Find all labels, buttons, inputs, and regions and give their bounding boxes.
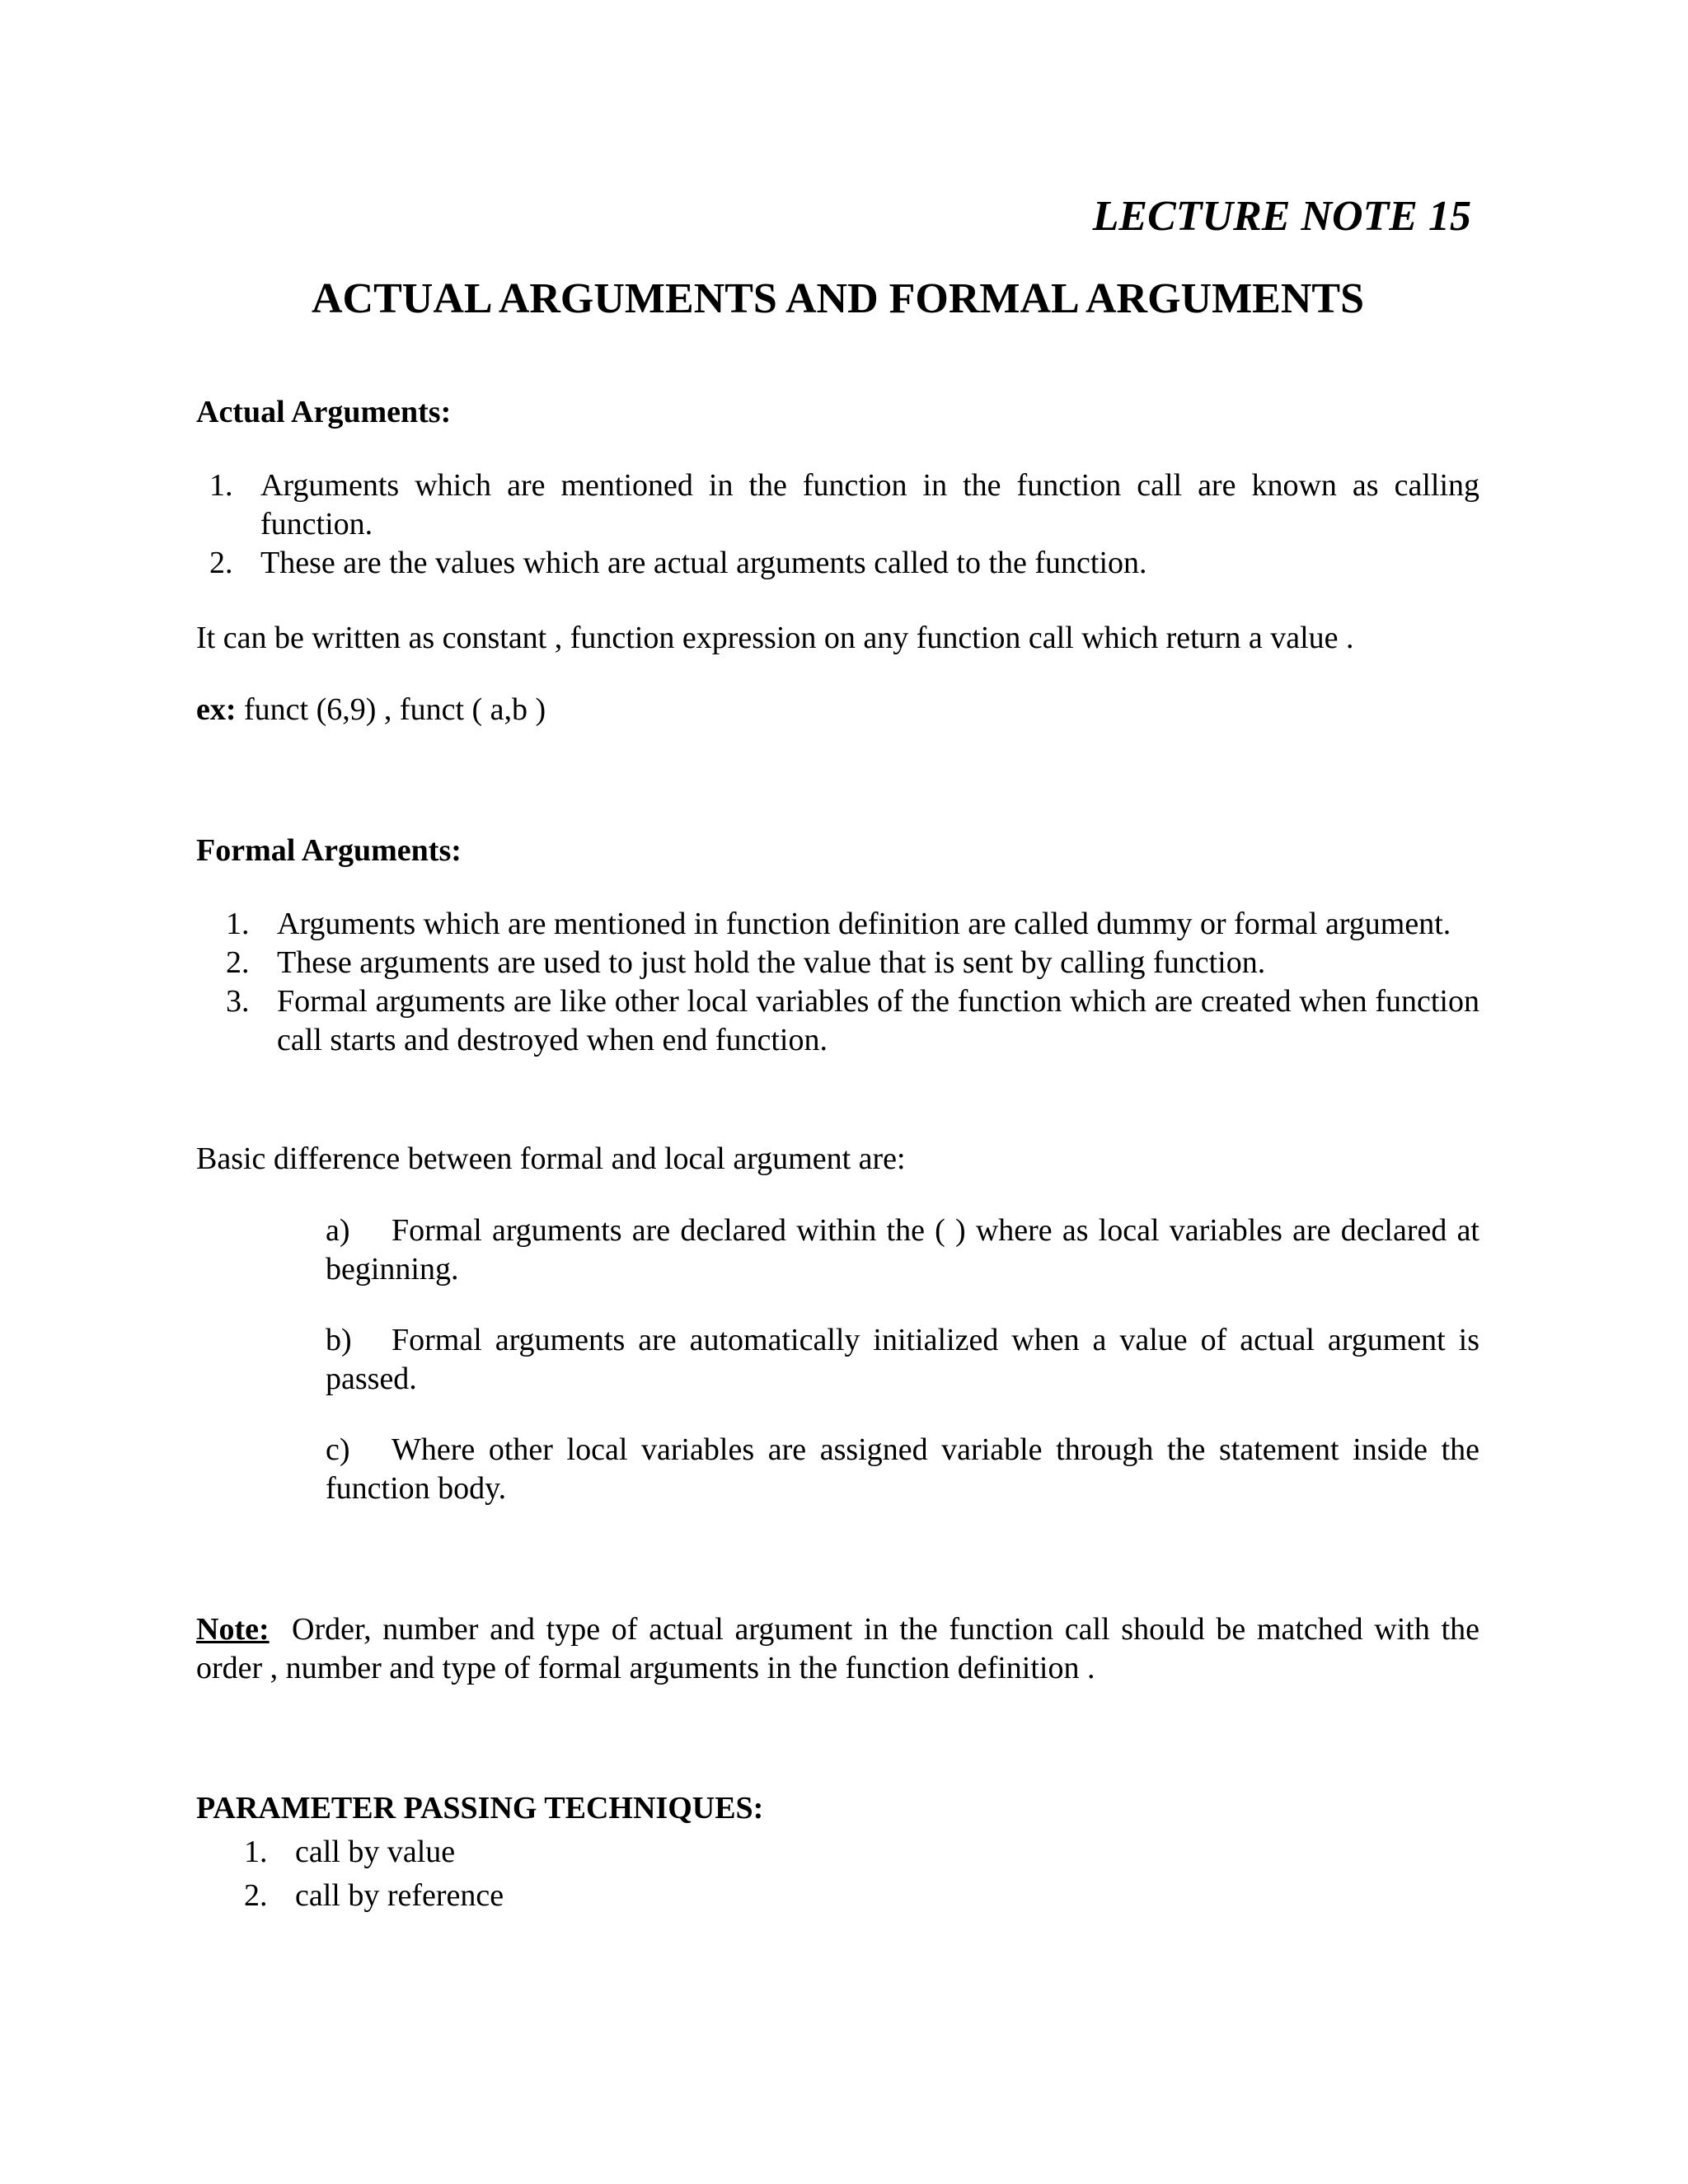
list-item-number: 2.: [244, 1878, 268, 1913]
list-item: [226, 905, 1479, 944]
difference-intro: Basic difference between formal and local argument are:: [196, 1141, 906, 1176]
difference-item: [326, 1431, 1479, 1508]
note-paragraph: [196, 1610, 1488, 1688]
list-item-number: 2.: [226, 945, 250, 980]
list-item-text: These arguments are used to just hold the value that is sent by calling function.: [277, 945, 1266, 980]
difference-item-letter: a): [326, 1213, 350, 1248]
list-item-text: These are the values which are actual arguments called to the function.: [260, 546, 1147, 580]
list-item-number: 1.: [244, 1835, 268, 1869]
document-title: ACTUAL ARGUMENTS AND FORMAL ARGUMENTS: [311, 275, 1365, 322]
list-item-text: call by value: [295, 1835, 456, 1869]
formal-arguments-heading: Formal Arguments:: [196, 833, 462, 868]
difference-item: [326, 1212, 1479, 1289]
parameter-passing-heading: PARAMETER PASSING TECHNIQUES:: [196, 1791, 764, 1825]
lecture-note-label: LECTURE NOTE 15: [1092, 193, 1471, 240]
list-item-text: Arguments which are mentioned in the function in the function call are known as calling function.: [260, 468, 1479, 541]
formal-arguments-list: [226, 905, 1479, 1060]
difference-item-text: Formal arguments are declared within the ( ) where as local variables are declared at beginning.: [326, 1213, 1479, 1286]
list-item: [244, 1833, 954, 1872]
list-item-number: 3.: [226, 984, 250, 1019]
actual-arguments-heading: Actual Arguments:: [196, 395, 452, 429]
difference-item-letter: b): [326, 1323, 352, 1357]
list-item: [209, 466, 1479, 544]
list-item: [226, 982, 1479, 1060]
example-text: funct (6,9) , funct ( a,b ): [236, 692, 546, 727]
note-label: Note:: [196, 1612, 270, 1647]
difference-item: [326, 1321, 1479, 1399]
list-item: [209, 544, 1479, 583]
actual-arguments-description: It can be written as constant , function expression on any function call which return a value .: [196, 621, 1354, 655]
note-text: Order, number and type of actual argument in the function call should be matched with the order , number and type of formal arguments in the function definition .: [196, 1612, 1488, 1685]
list-item-number: 1.: [209, 468, 233, 503]
difference-item-text: Where other local variables are assigned variable through the statement inside the function body.: [326, 1432, 1479, 1506]
actual-arguments-list: [209, 466, 1479, 583]
example-line: [196, 691, 1479, 729]
parameter-passing-list: [244, 1833, 954, 1915]
list-item: [226, 944, 1479, 982]
list-item-text: Formal arguments are like other local variables of the function which are created when function call starts and destroyed when end function.: [277, 984, 1479, 1057]
example-label: ex:: [196, 692, 237, 727]
list-item: [244, 1877, 954, 1915]
list-item-text: Arguments which are mentioned in function definition are called dummy or formal argument.: [277, 907, 1451, 941]
difference-item-letter: c): [326, 1432, 350, 1467]
list-item-text: call by reference: [295, 1878, 504, 1913]
difference-item-text: Formal arguments are automatically initialized when a value of actual argument is passed.: [326, 1323, 1479, 1396]
list-item-number: 2.: [209, 546, 233, 580]
list-item-number: 1.: [226, 907, 250, 941]
